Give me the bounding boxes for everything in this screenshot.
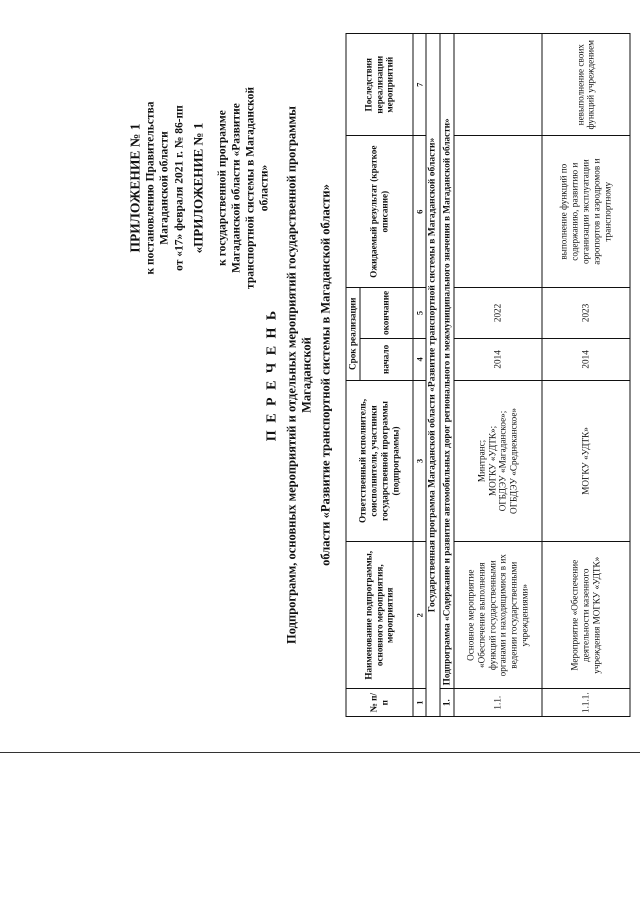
measures-table (346, 33, 631, 717)
executor-line: ОГБДЭУ «Магаданское»; (497, 410, 508, 512)
row-executor: МОГКУ «УДТК» (542, 380, 630, 541)
header-executor: Ответственный исполнитель, соисполнители, участники государственной программы (подпрограммы) (346, 380, 413, 541)
column-number: 4 (413, 339, 426, 381)
row-number: 1.1. (454, 689, 542, 717)
document-title (265, 70, 334, 680)
table-row (454, 34, 542, 717)
appendix-block (128, 38, 272, 338)
row-start: 2014 (542, 339, 630, 381)
row-result: выполнение функций по содержанию, развитию и организации эксплуатации аэропортов и аэродромов и транспортному (542, 136, 630, 287)
appendix-number: ПРИЛОЖЕНИЕ № 1 (127, 123, 143, 253)
appendix-program-line: к государственной программе (216, 110, 229, 266)
row-start: 2014 (454, 339, 542, 381)
row-name: Основное мероприятие «Обеспечение выполнения функций государственными органами и находящимися в их ведении государственными учреждениями» (454, 542, 542, 689)
header-end: окончание (360, 287, 413, 338)
title-line: области «Развитие транспортной системы в Магаданской области» (318, 184, 333, 566)
header-start: начало (360, 339, 413, 381)
table-row (542, 34, 630, 717)
appendix-region-line: Магаданской области (158, 131, 171, 245)
column-number: 5 (413, 287, 426, 338)
column-number: 7 (413, 34, 426, 136)
header-period: Срок реализации (346, 287, 360, 380)
header-consequences: Последствия нереализации мероприятий (346, 34, 413, 136)
header-name: Наименование подпрограммы, основного мероприятия, мероприятия (346, 542, 413, 689)
header-num: № п/п (346, 689, 413, 717)
table-header-row (346, 34, 360, 717)
title-heading: П Е Р Е Ч Е Н Ь (264, 308, 280, 442)
subprogram-row (440, 34, 454, 717)
row-number: 1.1.1. (542, 689, 630, 717)
appendix-resolution-line: к постановлению Правительства (144, 101, 157, 275)
executor-line: ОГБДЭУ «Среднеканское» (508, 407, 519, 514)
column-number: 6 (413, 136, 426, 287)
appendix-program-line: транспортной системы в Магаданской (244, 87, 257, 289)
row-consequences (454, 34, 542, 136)
appendix-program-line: Магаданской области «Развитие (230, 103, 243, 273)
appendix-date-line: от «17» февраля 2021 г. № 86-пп (173, 105, 185, 271)
column-number-row (413, 34, 426, 717)
executor-line: МОГКУ «УДТК»; (487, 425, 498, 497)
page-divider-line (0, 752, 640, 753)
row-end: 2023 (542, 287, 630, 338)
program-row (426, 34, 440, 717)
column-number: 1 (413, 689, 426, 717)
column-number: 2 (413, 542, 426, 689)
row-consequences: невыполнение своих функций учреждением (542, 34, 630, 136)
rotated-page-content (127, 30, 613, 720)
appendix-inner-number: «ПРИЛОЖЕНИЕ № 1 (190, 122, 206, 254)
program-title: Государственная программа Магаданской области «Развитие транспортной системы в Магаданской области» (426, 34, 440, 717)
subprogram-number: 1. (440, 689, 454, 717)
header-result: Ожидаемый результат (краткое описание) (346, 136, 413, 287)
subprogram-title: Подпрограмма «Содержание и развитие автомобильных дорог регионального и межмуниципального значения в Магаданской области» (440, 34, 454, 689)
appendix-program-line: области» (258, 164, 271, 212)
row-result (454, 136, 542, 287)
row-executor (454, 380, 542, 541)
title-line: Подпрограмм, основных мероприятий и отдельных мероприятий государственной программы Магаданской (284, 106, 314, 644)
row-end: 2022 (454, 287, 542, 338)
row-name: Мероприятие «Обеспечение деятельности казенного учреждения МОГКУ «УДТК» (542, 542, 630, 689)
executor-line: Минтранс; (476, 439, 487, 483)
column-number: 3 (413, 380, 426, 541)
